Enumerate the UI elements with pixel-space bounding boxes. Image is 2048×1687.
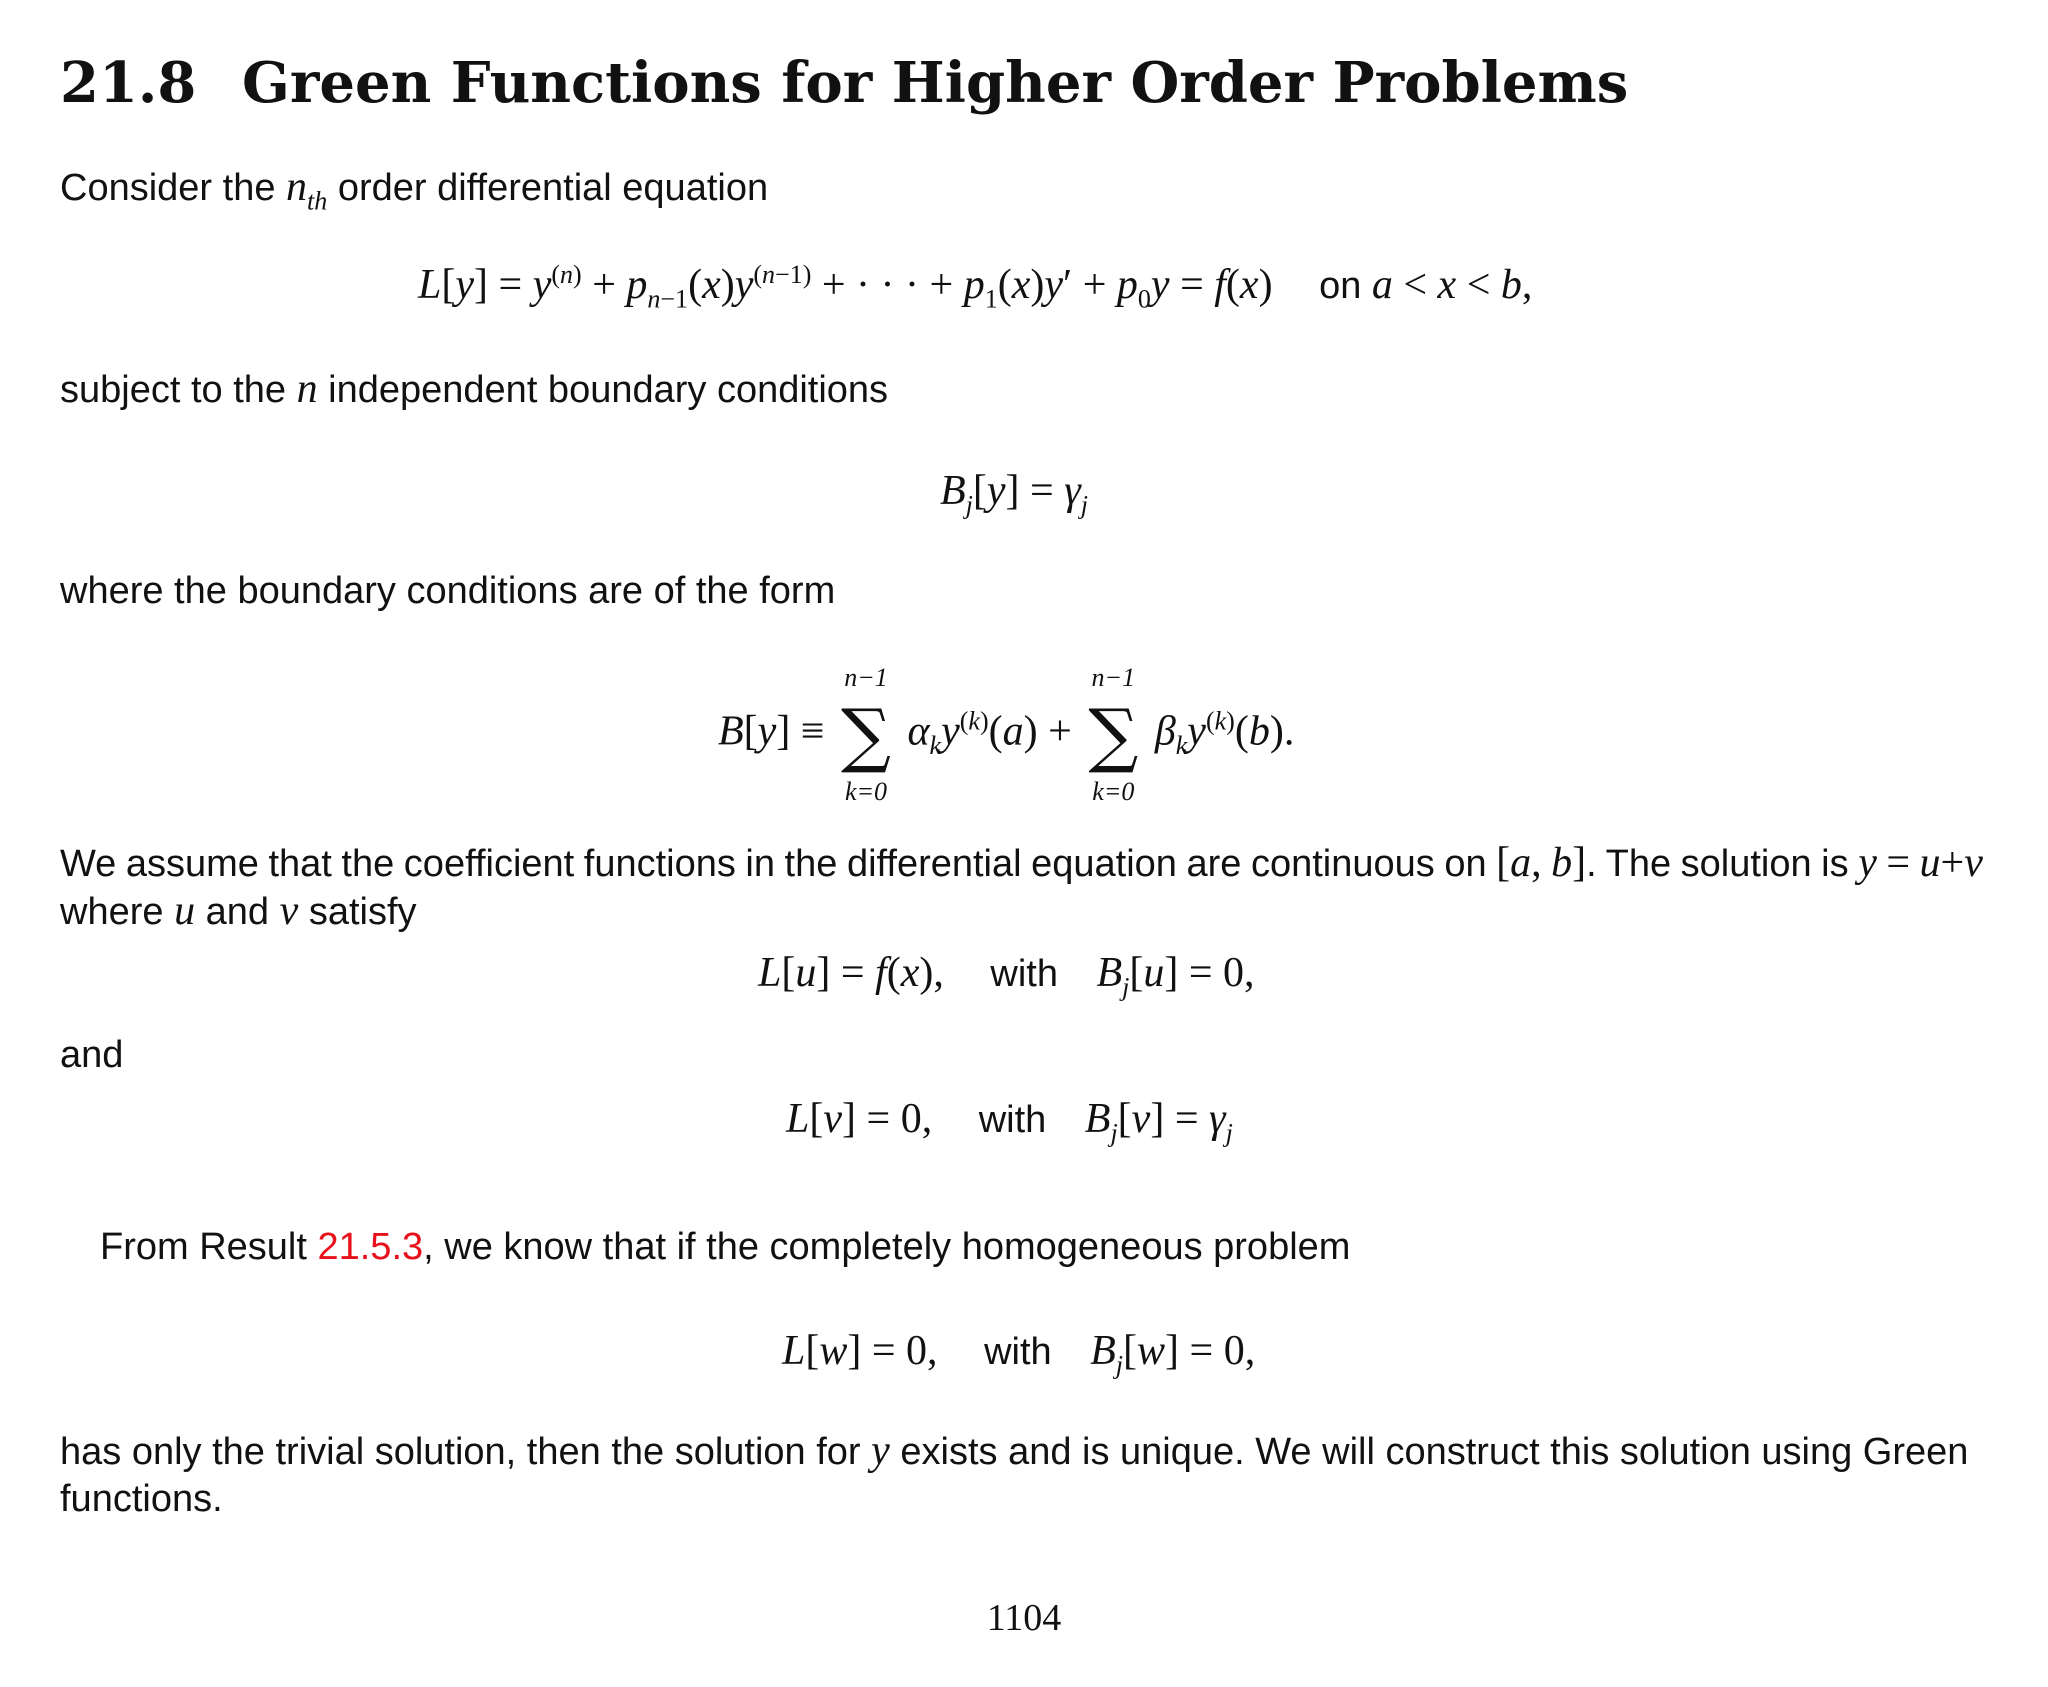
text: We assume that the coefficient functions in the differential equation are continuous on: [60, 843, 1487, 885]
text: exists and is unique. We will construct this solution using Green: [900, 1431, 1969, 1473]
section-heading: [60, 48, 1628, 118]
text: where: [60, 891, 164, 933]
text: order differential equation: [337, 167, 769, 209]
paragraph-result: [100, 1224, 1350, 1270]
text: functions.: [60, 1478, 223, 1520]
text: Consider the: [60, 167, 276, 209]
equation-v: L[v] = 0, with $B_j[v] = \gamma_j$: [786, 1096, 1233, 1148]
paragraph-form: [60, 568, 835, 614]
text: , we know that if the completely homogeneous problem: [423, 1226, 1351, 1268]
result-link[interactable]: 21.5.3: [317, 1226, 424, 1268]
paragraph-and: [60, 1032, 123, 1078]
section-title: Green Functions for Higher Order Problems: [242, 50, 1629, 116]
equation-boundary-form: B[y] ≡ n−1 ∑ k=0 $\alpha_ky^{(k)}(a)$ + n−1 ∑ k=0 $\beta_ky^{(k)}(b)$.: [718, 663, 1295, 806]
text: has only the trivial solution, then the solution for: [60, 1431, 861, 1473]
text: on: [1319, 265, 1362, 307]
text: where the boundary conditions are of the form: [60, 570, 836, 612]
text: . The solution is: [1586, 843, 1849, 885]
text: and: [60, 1034, 124, 1076]
paragraph-intro: Consider the $n_{th}$ order differential equation: [60, 164, 769, 216]
text: with: [984, 1331, 1052, 1373]
paragraph-boundary: subject to the n independent boundary conditions: [60, 366, 889, 412]
equation-differential: $L[y] = y^{(n)} + p_{n-1}(x)y^{(n-1)}$ + · · · + $p_1(x)y' + p_0y = f(x)$ on a < x < b,: [418, 260, 1533, 314]
summation-symbol: n−1 ∑ k=0: [841, 663, 891, 806]
text: with: [978, 1099, 1047, 1141]
text: From Result: [100, 1226, 307, 1268]
equation-u: L[u] = f(x), with $B_j[u] = 0$,: [758, 950, 1255, 1002]
paragraph-conclusion-line2: [60, 1476, 223, 1522]
equation-boundary-condition: $B_j[y] = \gamma_j$: [940, 468, 1089, 520]
text: satisfy: [308, 891, 417, 933]
paragraph-assume-line1: We assume that the coefficient functions in the differential equation are continuous on [a, b]. The solution is y = u+v: [60, 840, 1983, 886]
text: independent boundary conditions: [328, 369, 889, 411]
paragraph-assume-line2: where u and v satisfy: [60, 888, 417, 934]
summation-symbol: n−1 ∑ k=0: [1088, 663, 1139, 806]
text: subject to the: [60, 369, 287, 411]
equation-w: L[w] = 0, with $B_j[w] = 0$,: [782, 1328, 1256, 1380]
section-number: 21.8: [60, 50, 197, 116]
text: and: [205, 891, 270, 933]
paragraph-conclusion-line1: has only the trivial solution, then the solution for y exists and is unique. We will construct this solution using Green: [60, 1428, 1969, 1474]
text: with: [990, 953, 1058, 995]
page-number: 1104: [986, 1597, 1062, 1639]
